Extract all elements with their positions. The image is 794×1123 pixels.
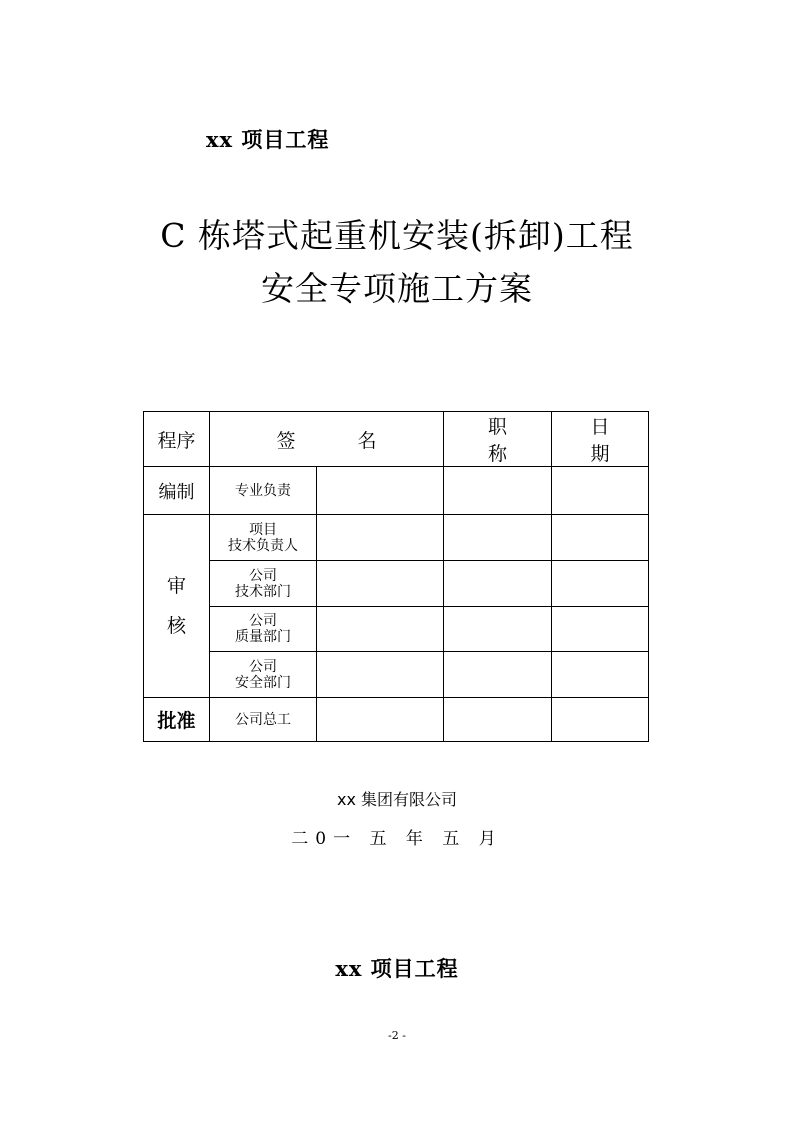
table-row-compile bbox=[144, 467, 649, 515]
compile-signature-cell bbox=[317, 467, 444, 515]
approve-position-cell bbox=[444, 698, 552, 742]
audit-signature-cell bbox=[317, 561, 444, 607]
document-date: 二0一 五 年 五 月 bbox=[291, 829, 503, 849]
audit-signature-cell bbox=[317, 607, 444, 652]
audit-signature-cell bbox=[317, 515, 444, 561]
audit-label bbox=[144, 515, 210, 698]
document-title-line-2: 安全专项施工方案 bbox=[261, 269, 533, 308]
compile-label: 编制 bbox=[144, 467, 210, 515]
audit-date-cell bbox=[552, 561, 649, 607]
table-row-audit-2 bbox=[144, 561, 649, 607]
compile-position-cell bbox=[444, 467, 552, 515]
approve-role: 公司总工 bbox=[210, 698, 317, 742]
audit-role-3: 公司 质量部门 bbox=[210, 607, 317, 652]
page-number: -2 - bbox=[388, 1029, 406, 1042]
header-date: 日 期 bbox=[552, 412, 649, 467]
audit-date-cell bbox=[552, 652, 649, 698]
table-row-approve bbox=[144, 698, 649, 742]
compile-role: 专业负责 bbox=[210, 467, 317, 515]
audit-position-cell bbox=[444, 607, 552, 652]
approve-date-cell bbox=[552, 698, 649, 742]
audit-label-char-2: 核 bbox=[166, 615, 186, 637]
header-procedure: 程序 bbox=[144, 412, 210, 467]
audit-role-1: 项目 技术负责人 bbox=[210, 515, 317, 561]
audit-date-cell bbox=[552, 607, 649, 652]
audit-position-cell bbox=[444, 515, 552, 561]
approve-label: 批准 bbox=[144, 698, 210, 742]
table-header-row bbox=[144, 412, 649, 467]
audit-role-2: 公司 技术部门 bbox=[210, 561, 317, 607]
table-row-audit-4 bbox=[144, 652, 649, 698]
audit-signature-cell bbox=[317, 652, 444, 698]
approve-signature-cell bbox=[317, 698, 444, 742]
compile-date-cell bbox=[552, 467, 649, 515]
audit-date-cell bbox=[552, 515, 649, 561]
audit-position-cell bbox=[444, 652, 552, 698]
audit-role-4: 公司 安全部门 bbox=[210, 652, 317, 698]
approval-table bbox=[143, 411, 649, 742]
table-row-audit-3 bbox=[144, 607, 649, 652]
table-row-audit-1 bbox=[144, 515, 649, 561]
header-position: 职 称 bbox=[444, 412, 552, 467]
header-signature: 签 名 bbox=[210, 412, 444, 467]
project-name-bottom: xx 项目工程 bbox=[335, 956, 459, 981]
company-name: xx 集团有限公司 bbox=[336, 790, 458, 809]
audit-position-cell bbox=[444, 561, 552, 607]
audit-label-char-1: 审 bbox=[166, 575, 186, 597]
document-title-line-1: C 栋塔式起重机安装(拆卸)工程 bbox=[160, 216, 634, 255]
project-name-top: xx 项目工程 bbox=[206, 127, 330, 152]
